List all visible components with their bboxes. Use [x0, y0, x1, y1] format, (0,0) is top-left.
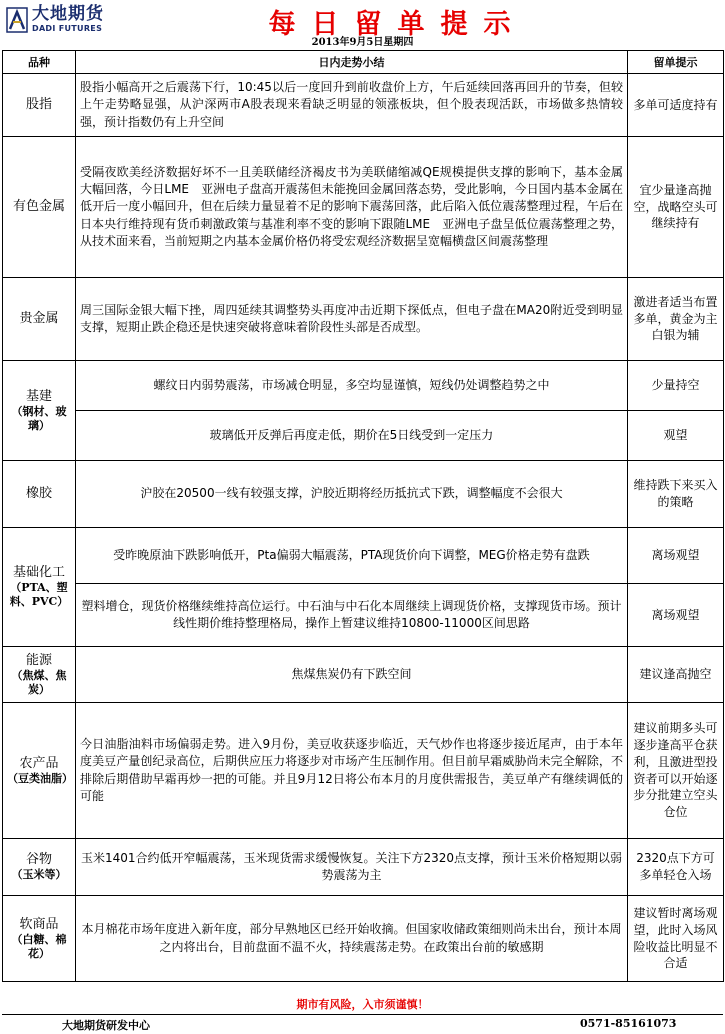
variety-cell: [3, 896, 76, 982]
tip-cell: 宜少量逢高抛空，战略空头可继续持有: [628, 137, 724, 278]
variety-name: 谷物: [25, 852, 52, 867]
variety-cell: 贵金属: [3, 278, 76, 361]
tip-cell: 2320点下方可多单轻仓入场: [628, 839, 724, 896]
logo-cn-text: 大地期货: [32, 4, 104, 24]
variety-cell: [3, 647, 76, 703]
table-row: [3, 74, 724, 137]
column-header-variety: 品种: [3, 51, 76, 74]
variety-cell: [3, 839, 76, 896]
table-row: [3, 278, 724, 361]
tip-cell: 建议暂时离场观望，此时入场风险收益比明显不合适: [628, 896, 724, 982]
report-header: [0, 0, 725, 48]
tip-cell: 维持跌下来买入的策略: [628, 461, 724, 528]
trend-cell: 受隔夜欧美经济数据好坏不一且美联储经济褐皮书为美联储缩减QE规模提供支撑的影响下，基本金属大幅回落，今日LME 亚洲电子盘高开震荡但未能挽回金属回落态势，受此影响，今日国内基本金属在低开后一度小幅回升，但在后续力量显着不足的影响下震荡回落，此后陷入低位震荡整理过程，午后在日本央行维持现有货币刺激政策与基准利率不变的影响下跟随LME 亚洲电子盘呈低位震荡整理之势，从技术面来看，当前短期之内基本金属价格仍将受宏观经济数据呈宽幅横盘区间震荡整理: [76, 137, 628, 278]
tip-cell: 观望: [628, 411, 724, 461]
variety-name: 农产品: [19, 755, 59, 771]
logo-en-text: DADI FUTURES: [32, 24, 103, 33]
tip-cell: 离场观望: [628, 584, 724, 647]
table-row: [3, 528, 724, 584]
tip-cell: 激进者适当布置多单，黄金为主白银为辅: [628, 278, 724, 361]
table-row: [3, 896, 724, 982]
trend-cell: 今日油脂油料市场偏弱走势。进入9月份，美豆收获逐步临近，天气炒作也将逐步接近尾声，由于本年度美豆产量创纪录高位，后期供应压力将逐步对市场产生压制作用。但目前早霜威胁尚未完全解除，不排除后期借助早霜再炒一把的可能。并且9月12日将公布本月的月度供需报告，美豆单产有继续调低的可能: [76, 703, 628, 839]
variety-cell: 橡胶: [3, 461, 76, 528]
column-header-tip: 留单提示: [628, 51, 724, 74]
footer-divider: [2, 1014, 723, 1015]
trend-cell: 玉米1401合约低开窄幅震荡，玉米现货需求缓慢恢复。关注下方2320点支撑，预计玉米价格短期以弱势震荡为主: [76, 839, 628, 896]
table-row: [3, 361, 724, 411]
variety-cell: [3, 703, 76, 839]
column-header-trend: 日内走势小结: [76, 51, 628, 74]
tip-cell: 少量持空: [628, 361, 724, 411]
page-title: 每日留单提示: [268, 9, 527, 40]
trend-cell: 周三国际金银大幅下挫，周四延续其调整势头再度冲击近期下探低点，但电子盘在MA20附近受到明显支撑，短期止跌企稳还是快速突破将意味着阶段性头部是否成型。: [76, 278, 628, 361]
table-row: [3, 411, 724, 461]
advice-table: [2, 50, 724, 982]
variety-subname: （豆类油脂）: [7, 771, 73, 785]
trend-cell: 沪胶在20500一线有较强支撑，沪胶近期将经历抵抗式下跌，调整幅度不会很大: [76, 461, 628, 528]
risk-warning: 期市有风险，入市须谨慎！: [296, 998, 429, 1011]
variety-cell: [3, 528, 76, 647]
variety-cell: 股指: [3, 74, 76, 137]
table-row: [3, 647, 724, 703]
variety-subname: （钢材、玻璃）: [11, 404, 67, 432]
table-header-row: [3, 51, 724, 74]
table-row: [3, 703, 724, 839]
variety-subname: （PTA、塑料、PVC）: [9, 581, 69, 609]
table-row: [3, 839, 724, 896]
trend-cell: 塑料增仓，现货价格继续维持高位运行。中石油与中石化本周继续上调现货价格，支撑现货市场。预计线性期价维持整理格局，操作上暂建议维持10800-11000区间思路: [76, 584, 628, 647]
variety-name: 基础化工: [12, 565, 65, 581]
tip-cell: 离场观望: [628, 528, 724, 584]
tip-cell: 建议前期多头可逐步逢高平仓获利，且激进型投资者可以开始逐步分批建立空头仓位: [628, 703, 724, 839]
variety-name: 基建: [25, 388, 52, 404]
variety-name: 软商品: [19, 916, 59, 932]
trend-cell: 玻璃低开反弹后再度走低，期价在5日线受到一定压力: [76, 411, 628, 461]
footer-phone: 0571-85161073: [580, 1017, 677, 1030]
variety-subname: （焦煤、焦炭）: [11, 668, 67, 696]
table-row: [3, 584, 724, 647]
variety-cell: [3, 361, 76, 461]
trend-cell: 本月棉花市场年度进入新年度，部分早熟地区已经开始收摘。但国家收储政策细则尚未出台，预计本周之内将出台，目前盘面不温不火，持续震荡走势。在政策出台前的敏感期: [76, 896, 628, 982]
variety-subname: （白糖、棉花）: [11, 932, 67, 960]
trend-cell: 焦煤焦炭仍有下跌空间: [76, 647, 628, 703]
trend-cell: 股指小幅高开之后震荡下行，10:45以后一度回升到前收盘价上方，午后延续回落再回升的节奏，但较上午走势略显强，从沪深两市A股表现来看缺乏明显的领涨板块，但个股表现活跃，市场做多热情较强，预计指数仍有上升空间: [76, 74, 628, 137]
variety-cell: 有色金属: [3, 137, 76, 278]
table-row: [3, 461, 724, 528]
tip-cell: 多单可适度持有: [628, 74, 724, 137]
trend-cell: 螺纹日内弱势震荡，市场减仓明显，多空均显谨慎，短线仍处调整趋势之中: [76, 361, 628, 411]
variety-name: 能源: [25, 652, 52, 668]
table-row: [3, 137, 724, 278]
variety-subname: （玉米等）: [11, 868, 67, 882]
trend-cell: 受昨晚原油下跌影响低开，Pta偏弱大幅震荡，PTA现货价向下调整，MEG价格走势有盘跌: [76, 528, 628, 584]
tip-cell: 建议逢高抛空: [628, 647, 724, 703]
footer-organization: 大地期货研发中心: [62, 1019, 150, 1032]
report-date: 2013年9月5日星期四: [311, 37, 414, 48]
